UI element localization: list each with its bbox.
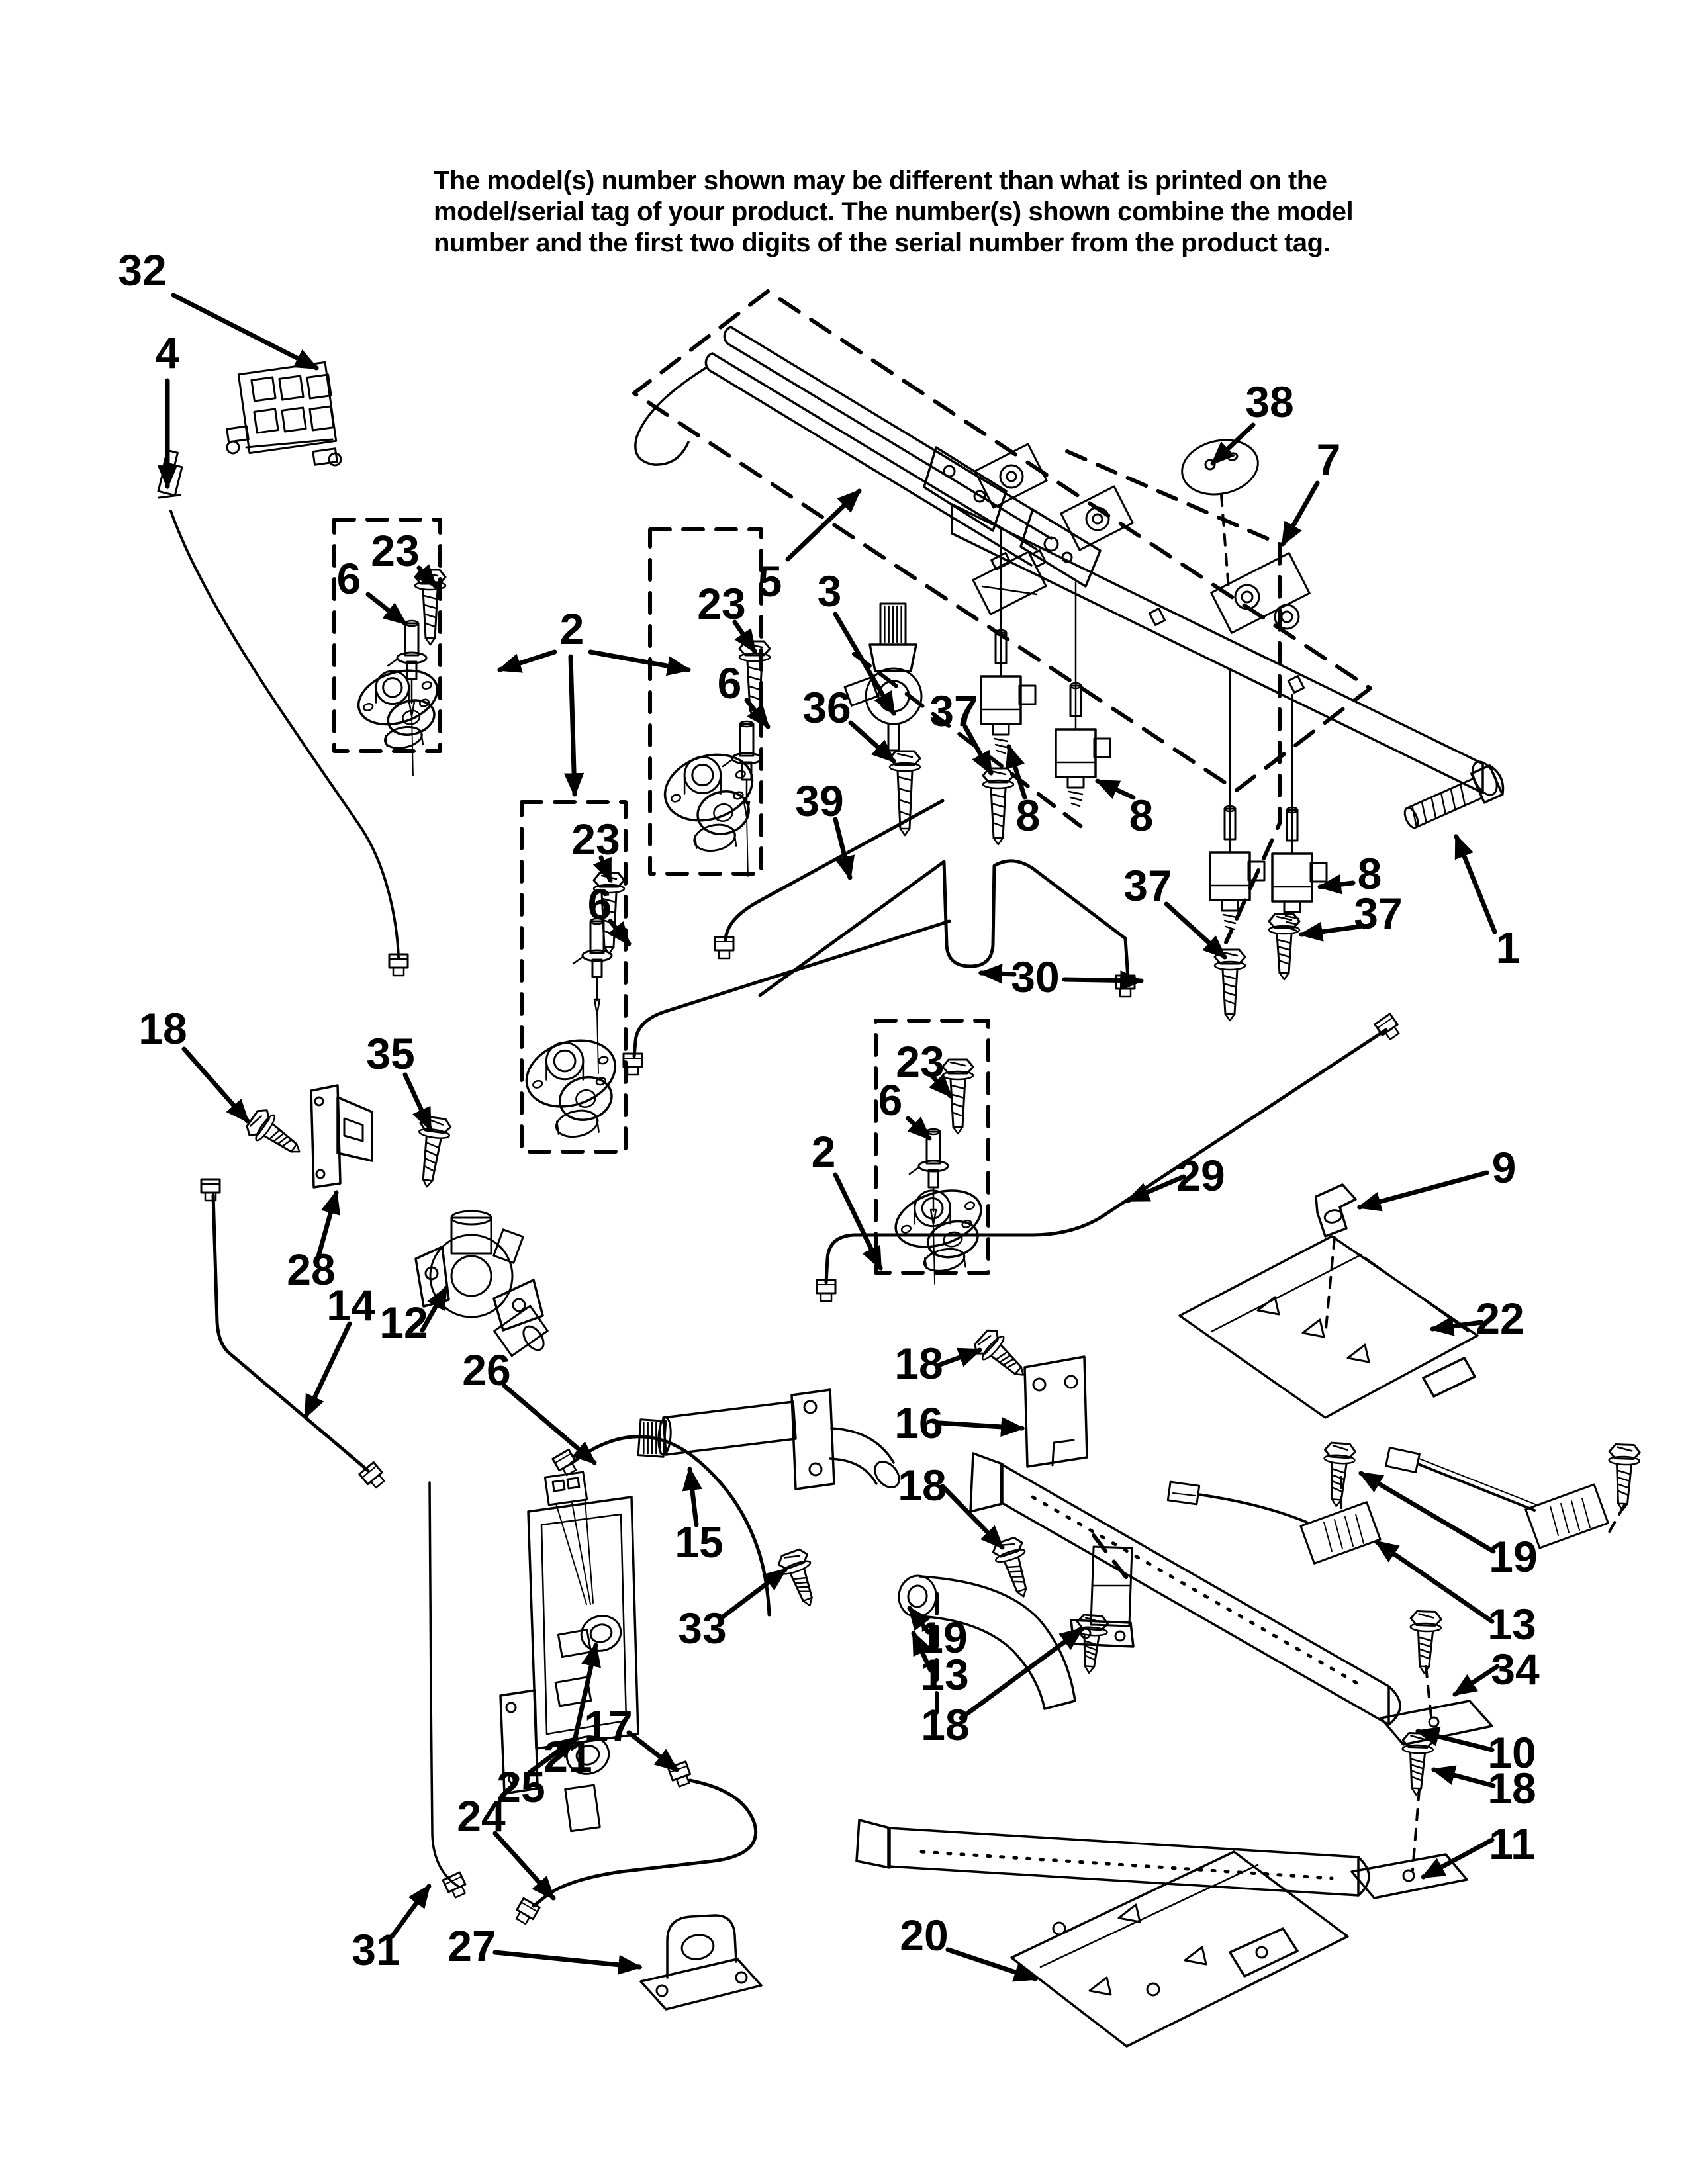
callout-21-39: 21 xyxy=(543,1732,592,1781)
callout-15-36: 15 xyxy=(675,1518,724,1567)
leader-arrow-21 xyxy=(835,819,850,878)
callout-6-11: 6 xyxy=(717,659,742,707)
callout-19-51: 19 xyxy=(1489,1532,1538,1581)
leader-arrow-6 xyxy=(1283,483,1317,544)
callout-22-26: 22 xyxy=(1476,1294,1524,1343)
leader-arrow-20 xyxy=(1301,927,1360,934)
leader-arrow-25 xyxy=(1064,979,1141,981)
leader-arrow-28 xyxy=(1360,1173,1487,1207)
callout-9-25: 9 xyxy=(1491,1143,1517,1192)
leader-arrow-30 xyxy=(835,1175,880,1268)
callout-17-38: 17 xyxy=(584,1702,633,1751)
leader-arrow-17 xyxy=(1098,781,1133,797)
callout-39-19: 39 xyxy=(795,776,844,825)
leader-arrow-24 xyxy=(981,973,1014,974)
screw-37-b xyxy=(1215,950,1245,1021)
leader-arrow-59 xyxy=(948,1950,1035,1979)
callout-3-4: 3 xyxy=(817,567,842,615)
leader-arrow-8 xyxy=(368,594,405,623)
note-line-2: model/serial tag of your product. The number(s) shown combine the model xyxy=(434,197,1354,226)
leader-arrow-44 xyxy=(495,1833,553,1898)
gas-tube-14 xyxy=(201,1179,387,1490)
callout-31-42: 31 xyxy=(352,1925,400,1974)
leader-arrow-41 xyxy=(629,1733,677,1770)
gas-tube-24 xyxy=(513,1762,756,1926)
leader-arrow-5 xyxy=(1213,425,1253,463)
callout-13-48: 13 xyxy=(920,1650,969,1699)
callout-20-50: 20 xyxy=(900,1911,949,1960)
callout-18-30: 18 xyxy=(138,1004,187,1053)
plate-16 xyxy=(1025,1357,1087,1467)
callout-10-54: 10 xyxy=(1487,1728,1536,1777)
callout-16-45: 16 xyxy=(894,1398,943,1447)
leader-arrow-18 xyxy=(1320,883,1353,887)
callout-35-31: 35 xyxy=(366,1029,415,1078)
wire-connector-4 xyxy=(158,450,182,498)
burner-igniter-assembly xyxy=(1168,1477,1380,1563)
callout-14-33: 14 xyxy=(326,1281,375,1330)
callout-18-55: 18 xyxy=(1487,1764,1536,1813)
callout-26-35: 26 xyxy=(462,1345,511,1394)
leader-arrow-32 xyxy=(908,1118,929,1138)
leader-arrow-27 xyxy=(1456,837,1495,932)
leader-arrow-11 xyxy=(590,652,688,670)
leader-arrow-1 xyxy=(173,295,316,368)
screw-37-a xyxy=(983,768,1013,844)
callout-34-53: 34 xyxy=(1491,1645,1540,1694)
dashed-region-1 xyxy=(634,291,1370,790)
screw-33 xyxy=(776,1547,824,1611)
note-line-1: The model(s) number shown may be different than what is printed on the xyxy=(434,166,1327,195)
leader-arrow-47 xyxy=(940,1350,980,1365)
manifold-pipe-7 xyxy=(952,444,1502,799)
spark-module-32 xyxy=(227,362,341,465)
broil-burner-11 xyxy=(857,1790,1467,1898)
callout-8-15: 8 xyxy=(1129,791,1154,840)
gas-tube-26 xyxy=(553,1437,769,1615)
oven-supply-elbow-15 xyxy=(638,1390,904,1492)
orifice-holder-b xyxy=(518,1030,624,1140)
leader-arrow-48 xyxy=(940,1423,1022,1428)
leader-arrow-13 xyxy=(747,700,768,727)
leader-arrow-10 xyxy=(571,657,575,794)
screw-23-d xyxy=(943,1060,973,1134)
burner-valve-2 xyxy=(1056,582,1110,806)
leader-arrow-38 xyxy=(504,1386,594,1463)
leader-arrow-40 xyxy=(720,1570,785,1619)
screw-19-igniter xyxy=(1321,1442,1356,1507)
leader-arrow-58 xyxy=(1423,1840,1492,1877)
callout-1-24: 1 xyxy=(1495,923,1521,972)
gas-regulator-12 xyxy=(416,1211,547,1356)
leader-arrow-57 xyxy=(1434,1770,1493,1786)
callout-6-8: 6 xyxy=(336,554,361,603)
callout-23-10: 23 xyxy=(697,579,746,628)
leader-arrow-3 xyxy=(788,491,859,559)
leader-arrow-49 xyxy=(943,1486,1002,1547)
callout-2-9: 2 xyxy=(559,604,585,653)
screw-13-igniter xyxy=(1607,1444,1640,1511)
orifice-holder-c xyxy=(657,744,761,854)
callout-23-7: 23 xyxy=(371,526,420,575)
callout-25-40: 25 xyxy=(496,1762,545,1811)
callout-19-47: 19 xyxy=(919,1613,968,1662)
bolt-1 xyxy=(1400,763,1507,834)
callout-8-16: 8 xyxy=(1357,849,1382,898)
callout-11-56: 11 xyxy=(1489,1819,1535,1868)
callout-18-46: 18 xyxy=(898,1461,947,1510)
callout-2-27: 2 xyxy=(811,1127,836,1176)
bracket-28 xyxy=(311,1085,372,1187)
leader-arrow-36 xyxy=(306,1324,350,1416)
leader-arrow-46 xyxy=(495,1952,639,1967)
callout-33-37: 33 xyxy=(678,1604,727,1653)
callout-30-22: 30 xyxy=(1011,952,1060,1001)
callout-37-17: 37 xyxy=(1123,861,1172,910)
callout-23-20: 23 xyxy=(571,815,620,864)
callout-28-32: 28 xyxy=(287,1245,336,1294)
callout-12-34: 12 xyxy=(379,1298,428,1347)
bake-burner-10 xyxy=(970,1453,1492,1745)
callout-6-29: 6 xyxy=(878,1075,903,1124)
heat-shield-20 xyxy=(1011,1852,1348,2046)
callout-27-43: 27 xyxy=(447,1921,496,1970)
callout-37-18: 37 xyxy=(1354,889,1403,938)
callout-18-49: 18 xyxy=(921,1700,970,1749)
gas-tube-30 xyxy=(760,861,1135,997)
leader-arrow-33 xyxy=(184,1049,248,1121)
callout-37-13: 37 xyxy=(929,686,978,735)
callout-32-1: 32 xyxy=(118,246,167,295)
callout-29-23: 29 xyxy=(1176,1151,1225,1200)
orifice-holder-d xyxy=(888,1181,988,1275)
igniter-wire-4 xyxy=(171,511,408,976)
callout-7-6: 7 xyxy=(1316,435,1341,484)
callout-24-41: 24 xyxy=(457,1792,506,1841)
callout-18-44: 18 xyxy=(894,1339,943,1388)
leader-arrow-54 xyxy=(1377,1542,1492,1621)
callout-4-2: 4 xyxy=(155,328,180,377)
callout-6-21: 6 xyxy=(587,880,612,929)
note-line-3: number and the first two digits of the serial number from the product tag. xyxy=(434,228,1331,257)
leader-arrow-19 xyxy=(1166,904,1225,957)
callout-36-12: 36 xyxy=(802,683,851,732)
screw-34 xyxy=(1409,1611,1441,1674)
callout-8-14: 8 xyxy=(1015,791,1041,840)
callout-38-5: 38 xyxy=(1245,377,1294,426)
leader-arrow-14 xyxy=(851,723,894,761)
callout-5-3: 5 xyxy=(757,557,782,606)
orifice-holder-a xyxy=(352,661,444,751)
callout-13-52: 13 xyxy=(1487,1600,1536,1649)
clamp-bracket-27 xyxy=(641,1915,761,2009)
leader-arrow-29 xyxy=(1432,1322,1481,1329)
igniter-electrode-c xyxy=(723,721,761,876)
screw-18-left xyxy=(244,1106,308,1164)
leader-arrow-39 xyxy=(690,1469,696,1525)
leader-arrow-34 xyxy=(405,1075,430,1129)
leader-arrow-9 xyxy=(500,652,555,670)
burner-valve-3 xyxy=(1210,668,1264,929)
callout-23-28: 23 xyxy=(896,1037,945,1086)
